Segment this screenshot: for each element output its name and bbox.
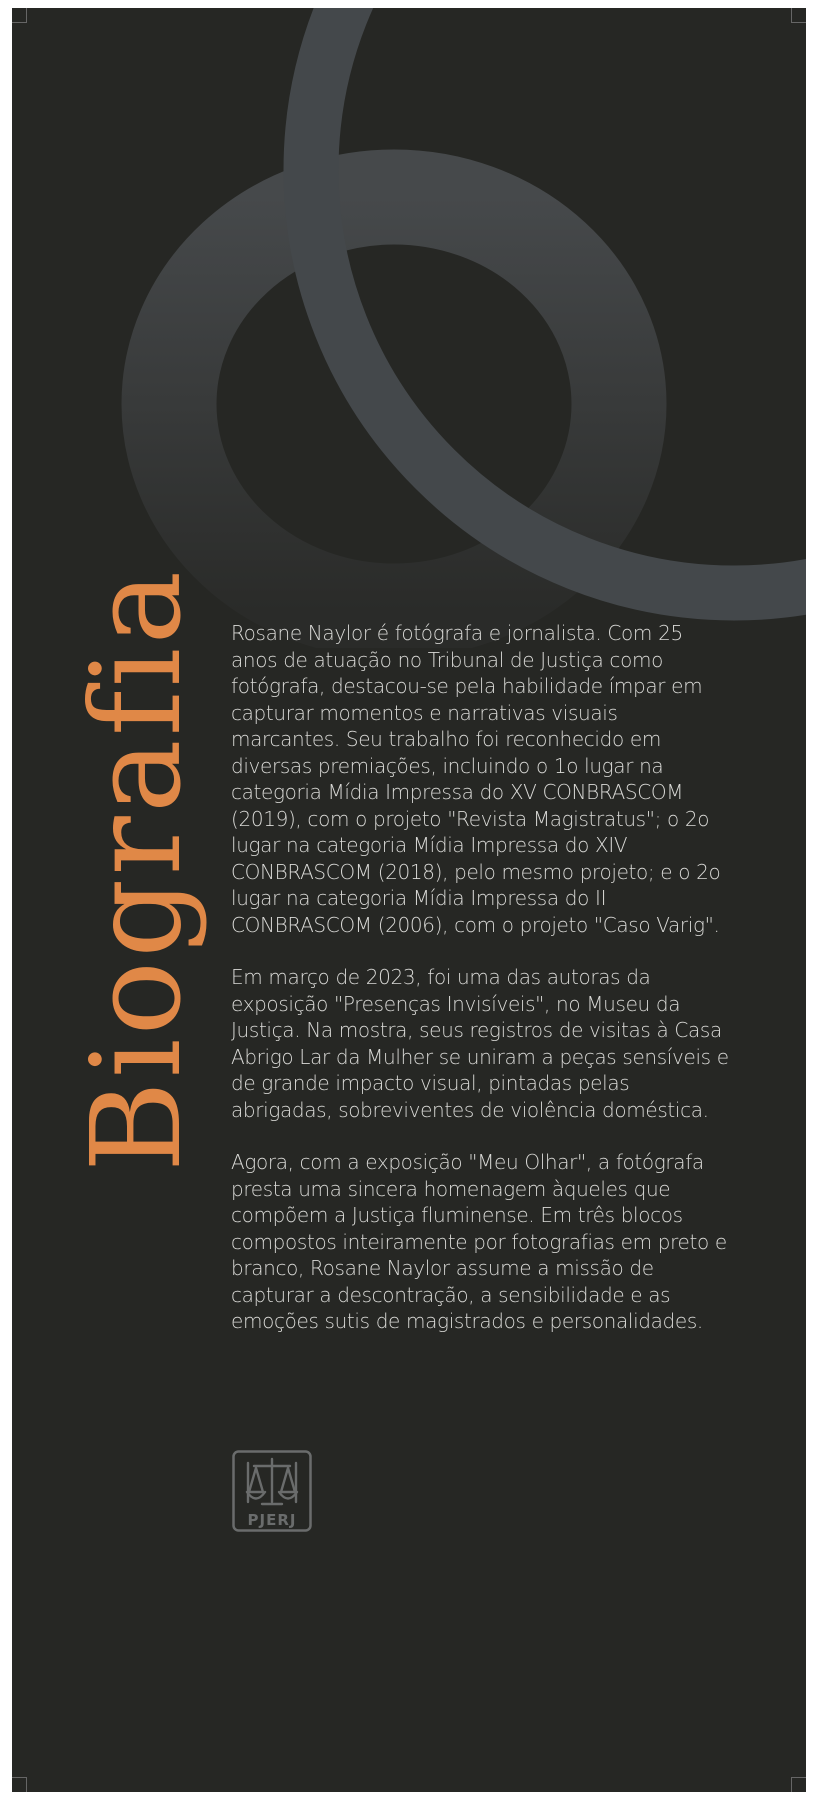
biography-text xyxy=(231,620,731,1361)
title-container xyxy=(65,567,209,1173)
paragraph: Rosane Naylor é fotógrafa e jornalista. Com 25 anos de atuação no Tribunal de Justiça como fotógrafa, destacou-se pela habilidade ímpar em capturar momentos e narrativas visuais marcantes. Seu trabalho foi reconhecido em diversas premiações, incluindo o 1o lugar na categoria Mídia Impressa do XV CONBRASCOM (2019), com o projeto "Revista Magistratus"; o 2o lugar na categoria Mídia Impressa do XIV CONBRASCOM (2018), pelo mesmo projeto; e o 2o lugar na categoria Mídia Impressa do II CONBRASCOM (2006), com o projeto "Caso Varig". xyxy=(231,621,721,937)
paragraph: Em março de 2023, foi uma das autoras da exposição "Presenças Invisíveis", no Museu da Justiça. Na mostra, seus registros de visitas à Casa Abrigo Lar da Mulher se uniram a peças sensíveis e de grande impacto visual, pintadas pelas abrigadas, sobreviventes de violência doméstica. xyxy=(231,965,729,1122)
crop-mark xyxy=(791,1777,806,1792)
crop-mark xyxy=(12,1777,27,1792)
crop-mark xyxy=(791,8,806,23)
crop-mark xyxy=(12,8,27,23)
page-title: Biografia xyxy=(65,567,209,1173)
logo-text: PJERJ xyxy=(247,1511,297,1529)
scales-of-justice-icon xyxy=(232,1450,312,1532)
paragraph: Agora, com a exposição "Meu Olhar", a fotógrafa presta uma sincera homenagem àqueles que compõem a Justiça fluminense. Em três blocos compostos inteiramente por fotografias em preto e branco, Rosane Naylor assume a missão de capturar a descontração, a sensibilidade e as emoções sutis de magistrados e personalidades. xyxy=(231,1150,727,1333)
decorative-rings xyxy=(12,8,806,648)
